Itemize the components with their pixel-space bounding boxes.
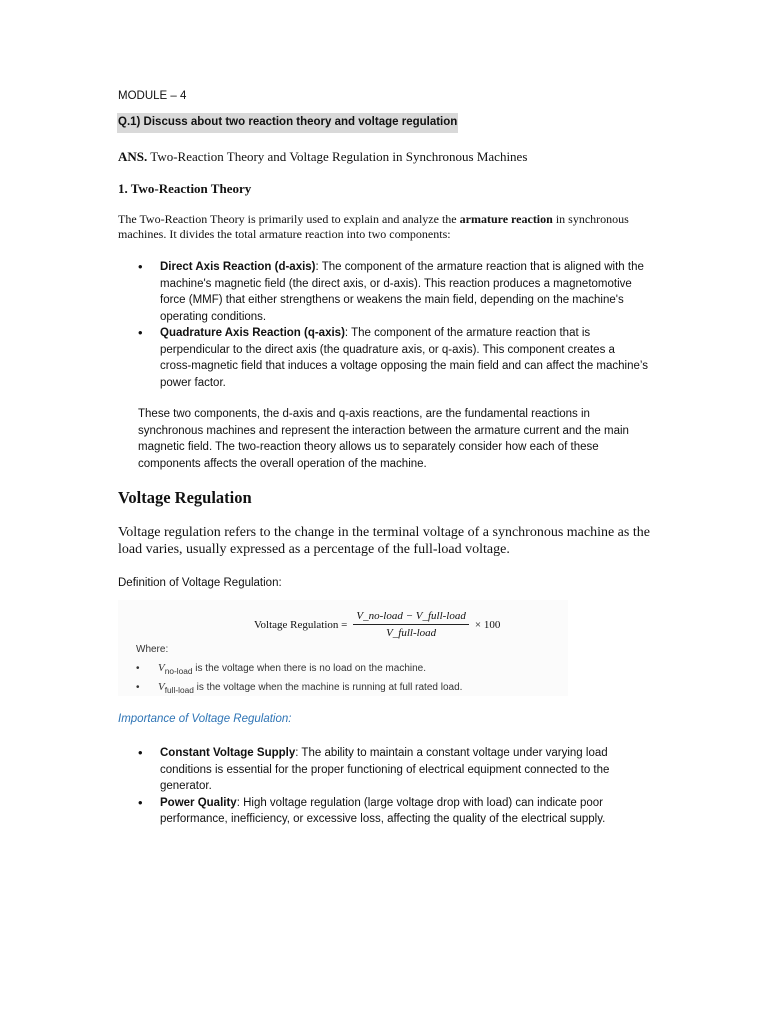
formula-where-label: Where: xyxy=(136,644,169,655)
formula-note: • $V_{no-load}$ is the voltage when there is no load on the machine. xyxy=(136,662,427,676)
importance-heading: Importance of Voltage Regulation: xyxy=(118,713,292,725)
list-item-term: Direct Axis Reaction (d-axis) xyxy=(160,261,316,273)
voltage-regulation-formula xyxy=(254,610,500,639)
list-item xyxy=(118,325,648,391)
formula-image xyxy=(118,600,568,696)
list-item-text: : The component of the armature reaction that is aligned with the machine's magnetic field (the direct axis, or d-axis). This reaction produces a magnetomotive force (MMF) that either strengthens or weakens the main field, depending on the machine's operating conditions. xyxy=(160,261,644,323)
note-symbol: V xyxy=(158,662,165,674)
formula-numerator: V_no-load − V_full-load xyxy=(353,610,468,625)
answer-prefix: ANS. xyxy=(118,149,148,164)
formula-multiplier: × 100 xyxy=(474,618,501,631)
note-text: is the voltage when there is no load on the machine. xyxy=(192,663,427,674)
list-item-term: Constant Voltage Supply xyxy=(160,747,296,759)
note-text: is the voltage when the machine is running at full rated load. xyxy=(193,682,463,693)
formula-lhs: Voltage Regulation = xyxy=(254,618,348,631)
note-subscript: full-load xyxy=(164,685,194,695)
formula-fraction xyxy=(353,610,468,639)
answer-text: Two-Reaction Theory and Voltage Regulation in Synchronous Machines xyxy=(147,149,528,164)
importance-list xyxy=(118,745,648,828)
intro-text: The Two-Reaction Theory is primarily used to explain and analyze the xyxy=(118,212,460,226)
section-heading-voltage-regulation: Voltage Regulation xyxy=(118,488,252,507)
formula-note: • $V_{full-load}$ is the voltage when the machine is running at full rated load. xyxy=(136,681,463,695)
voltage-regulation-description: Voltage regulation refers to the change in the terminal voltage of a synchronous machine as the load varies, usually expressed as a percentage of the full-load voltage. xyxy=(118,525,650,557)
intro-bold-term: armature reaction xyxy=(459,212,553,226)
list-item xyxy=(118,745,648,795)
list-item-text: : The component of the armature reaction that is perpendicular to the direct axis (the quadrature axis, or q-axis). This component creates a cross-magnetic field that induces a voltage opposing the main field and can affect the machine’s power factor. xyxy=(160,327,648,389)
list-item xyxy=(118,795,648,828)
note-subscript: no-load xyxy=(164,666,193,676)
answer-line xyxy=(118,149,527,165)
list-item-text: : The ability to maintain a constant voltage under varying load conditions is essential for the proper functioning of electrical equipment connected to the generator. xyxy=(160,747,610,792)
section-heading-two-reaction: 1. Two-Reaction Theory xyxy=(118,181,252,196)
module-label: MODULE – 4 xyxy=(118,90,187,102)
axis-reaction-list xyxy=(118,259,648,391)
formula-denominator: V_full-load xyxy=(386,627,437,639)
question-heading: Q.1) Discuss about two reaction theory and voltage regulation xyxy=(117,113,458,133)
list-item xyxy=(118,259,648,325)
note-symbol: V xyxy=(158,681,165,693)
list-item-term: Quadrature Axis Reaction (q-axis) xyxy=(160,327,345,339)
section-intro xyxy=(118,212,638,242)
definition-label: Definition of Voltage Regulation: xyxy=(118,577,282,589)
summary-paragraph: These two components, the d-axis and q-axis reactions, are the fundamental reactions in synchronous machines and represent the interaction between the armature current and the main magnetic field. The two-reaction theory allows us to separately consider how each of these components affects the overall operation of the machine. xyxy=(138,408,629,470)
list-item-term: Power Quality xyxy=(160,796,237,809)
intro-text-end: in synchronous machines. It divides the total armature reaction into two components: xyxy=(118,212,629,241)
list-item-text: : High voltage regulation (large voltage drop with load) can indicate poor performance, inefficiency, or excessive loss, affecting the quality of the electrical supply. xyxy=(160,796,606,825)
